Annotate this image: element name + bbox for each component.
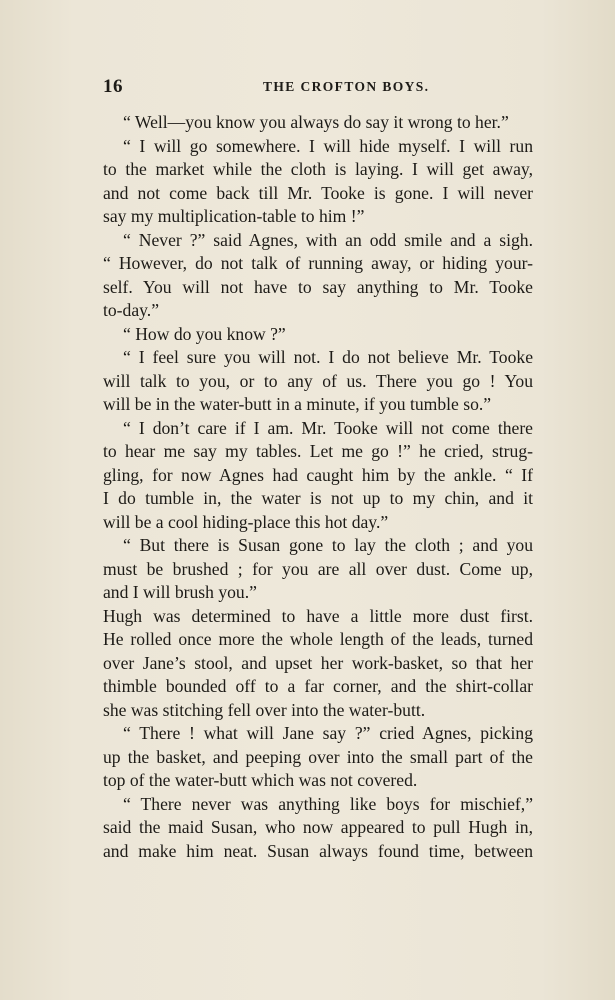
text-line: top of the water-butt which was not covered. — [103, 770, 418, 790]
text-line: said the maid Susan, who now appeared to pull Hugh in, — [103, 817, 533, 837]
text-line: and I will brush you.” — [103, 582, 257, 602]
text-line: up the basket, and peeping over into the small part of the — [103, 746, 533, 767]
text-line: to hear me say my tables. Let me go !” he cried, strug- — [103, 441, 533, 461]
text-line: will be in the water-butt in a minute, if you tumble so.” — [103, 394, 492, 414]
text-line: “ There ! what will Jane say ?” cried Agnes, picking — [123, 723, 533, 743]
page-number: 16 — [103, 76, 123, 97]
text-line: gling, for now Agnes had caught him by the ankle. “ If — [103, 464, 533, 485]
text-line: she was stitching fell over into the water-butt. — [103, 699, 426, 720]
text-line: “ But there is Susan gone to lay the cloth ; and you — [123, 535, 533, 555]
text-line: to the market while the cloth is laying. I will get away, — [103, 159, 533, 179]
text-line: will be a cool hiding-place this hot day.” — [103, 511, 389, 532]
text-line: to-day.” — [103, 300, 160, 320]
text-line: “ How do you know ?” — [123, 323, 286, 344]
running-title: THE CROFTON BOYS. — [263, 79, 430, 94]
text-line: “ I will go somewhere. I will hide myself. I will run — [123, 135, 533, 156]
text-line: will talk to you, or to any of us. There you go ! You — [103, 370, 533, 391]
text-line: “ Well—you know you always do say it wrong to her.” — [123, 112, 509, 132]
text-line: must be brushed ; for you are all over dust. Come up, — [103, 558, 533, 579]
text-line: self. You will not have to say anything to Mr. Tooke — [103, 276, 533, 297]
text-line: over Jane’s stool, and upset her work-basket, so that her — [103, 652, 533, 673]
text-line: “ I feel sure you will not. I do not believe Mr. Tooke — [123, 347, 533, 367]
text-line: say my multiplication-table to him !” — [103, 206, 365, 226]
text-line: and not come back till Mr. Tooke is gone. I will never — [103, 182, 533, 203]
text-line: Hugh was determined to have a little more dust first. — [103, 605, 533, 626]
text-line: thimble bounded off to a far corner, and the shirt-collar — [103, 676, 533, 696]
text-line: “ There never was anything like boys for mischief,” — [123, 793, 533, 814]
text-line: I do tumble in, the water is not up to my chin, and it — [103, 488, 533, 508]
text-line: and make him neat. Susan always found time, between — [103, 840, 533, 861]
page-header — [103, 76, 530, 100]
text-line: He rolled once more the whole length of the leads, turned — [103, 629, 533, 649]
text-line: “ However, do not talk of running away, or hiding your- — [103, 253, 533, 273]
body-text — [103, 111, 533, 863]
text-line: “ I don’t care if I am. Mr. Tooke will not come there — [123, 417, 533, 438]
text-line: “ Never ?” said Agnes, with an odd smile and a sigh. — [123, 229, 533, 250]
